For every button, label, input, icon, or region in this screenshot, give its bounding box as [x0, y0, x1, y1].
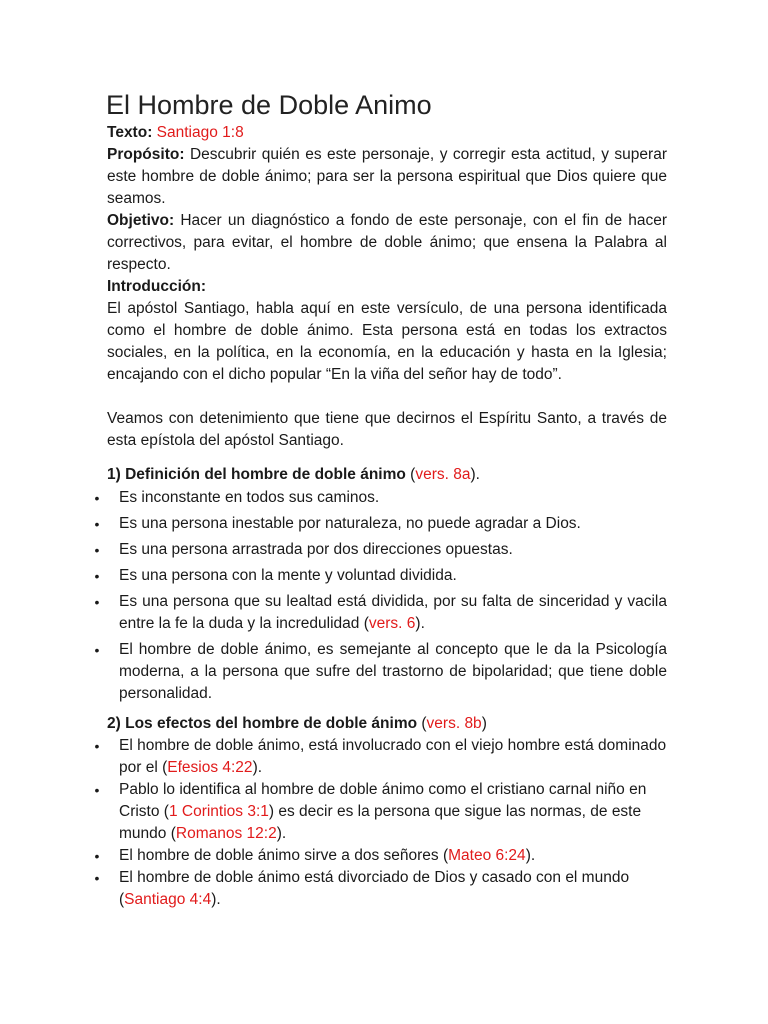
section-1-number: 1) [107, 466, 121, 483]
list-item-reference: 1 Corintios 3:1 [168, 803, 269, 820]
list-item-close: ). [211, 891, 221, 908]
list-item [94, 539, 667, 561]
proposito-label: Propósito: [107, 146, 185, 163]
list-item [94, 735, 667, 779]
bullet-icon: • [94, 490, 100, 506]
list-item-text: ) es decir es la persona que sigue las normas, de este mundo ( [119, 803, 642, 842]
list-item-text: El hombre de doble ánimo, es semejante al concepto que le da la Psicología moderna, a la persona que sufre del trastorno de bipolaridad; que tiene doble personalidad. [119, 641, 667, 702]
list-item [94, 487, 667, 509]
section-2-paren-close: ) [481, 715, 487, 732]
list-item-text: El hombre de doble ánimo, está involucrado con el viejo hombre está dominado por el ( [119, 737, 667, 776]
list-item [94, 565, 667, 587]
section-2-number: 2) [107, 715, 121, 732]
list-item-close: ). [525, 847, 536, 864]
list-item [94, 779, 667, 845]
list-item-text: Es una persona inestable por naturaleza, no puede agradar a Dios. [119, 515, 581, 532]
section-2-list [94, 735, 667, 911]
texto-line [107, 122, 667, 144]
list-item-text: Es una persona que su lealtad está dividida, por su falta de sinceridad y vacila entre la fe la duda y la incredulidad ( [119, 593, 667, 632]
introduccion-paragraph-1: El apóstol Santiago, habla aquí en este versículo, de una persona identificada como el hombre de doble ánimo. Esta persona está en todas los extractos sociales, en la política, en la economía, en la educación y hasta en la Iglesia; encajando con el dicho popular “En la viña del señor hay de todo”. [107, 300, 667, 383]
section-2-reference: vers. 8b [426, 715, 482, 732]
list-item-reference: Mateo 6:24 [448, 847, 526, 864]
section-1-paren-open: ( [405, 466, 416, 483]
list-item-reference: Santiago 4:4 [124, 891, 212, 908]
list-item-text: Pablo lo identifica al hombre de doble ánimo como el cristiano carnal niño en Cristo ( [119, 781, 647, 820]
list-item [94, 591, 667, 635]
list-item-text: El hombre de doble ánimo sirve a dos señores ( [119, 847, 449, 864]
objetivo-label: Objetivo: [107, 212, 175, 229]
list-item [94, 639, 667, 705]
texto-label: Texto: [107, 124, 153, 141]
bullet-icon: • [94, 870, 100, 886]
proposito-text: Descubrir quién es este personaje, y corregir esta actitud, y superar este hombre de doble ánimo; para ser la persona espiritual que Dios quiere que seamos. [107, 146, 667, 207]
document-body [94, 88, 667, 911]
section-1-heading [107, 464, 667, 486]
list-item-text: Es inconstante en todos sus caminos. [119, 489, 380, 506]
paragraph-spacer [107, 386, 667, 408]
list-item-reference: Efesios 4:22 [167, 759, 253, 776]
list-item [94, 513, 667, 535]
list-item-reference: Romanos 12:2 [175, 825, 277, 842]
proposito-paragraph [107, 144, 667, 210]
bullet-icon: • [94, 516, 100, 532]
bullet-icon: • [94, 642, 100, 658]
bullet-icon: • [94, 738, 100, 754]
list-item-reference: vers. 6 [368, 615, 416, 632]
page-title: El Hombre de Doble Animo [106, 90, 432, 120]
section-2-title: Los efectos del hombre de doble ánimo [125, 715, 418, 732]
list-item-text: Es una persona con la mente y voluntad dividida. [119, 567, 457, 584]
section-1-title: Definición del hombre de doble ánimo [125, 466, 406, 483]
list-item-text: El hombre de doble ánimo está divorciado de Dios y casado con el mundo ( [119, 869, 630, 908]
bullet-icon: • [94, 542, 100, 558]
section-2-paren-open: ( [417, 715, 427, 732]
list-item [94, 845, 667, 867]
introduccion-paragraph-2: Veamos con detenimiento que tiene que decirnos el Espíritu Santo, a través de esta epístola del apóstol Santiago. [107, 410, 667, 449]
list-item [94, 867, 667, 911]
bullet-icon: • [94, 594, 100, 610]
bullet-icon: • [94, 568, 100, 584]
texto-reference: Santiago 1:8 [156, 124, 244, 141]
objetivo-paragraph [107, 210, 667, 276]
list-item-close: ). [276, 825, 287, 842]
list-item-close: ). [252, 759, 263, 776]
list-item-text: Es una persona arrastrada por dos direcciones opuestas. [119, 541, 513, 558]
bullet-icon: • [94, 782, 100, 798]
section-1-paren-close: ). [470, 466, 480, 483]
bullet-icon: • [94, 848, 100, 864]
section-1-list [94, 487, 667, 705]
section-2-heading [107, 713, 667, 735]
section-1-reference: vers. 8a [415, 466, 471, 483]
introduccion-heading: Introducción: [107, 278, 207, 295]
list-item-close: ). [415, 615, 425, 632]
objetivo-text: Hacer un diagnóstico a fondo de este personaje, con el fin de hacer correctivos, para evitar, el hombre de doble ánimo; que ensena la Palabra al respecto. [107, 212, 667, 273]
